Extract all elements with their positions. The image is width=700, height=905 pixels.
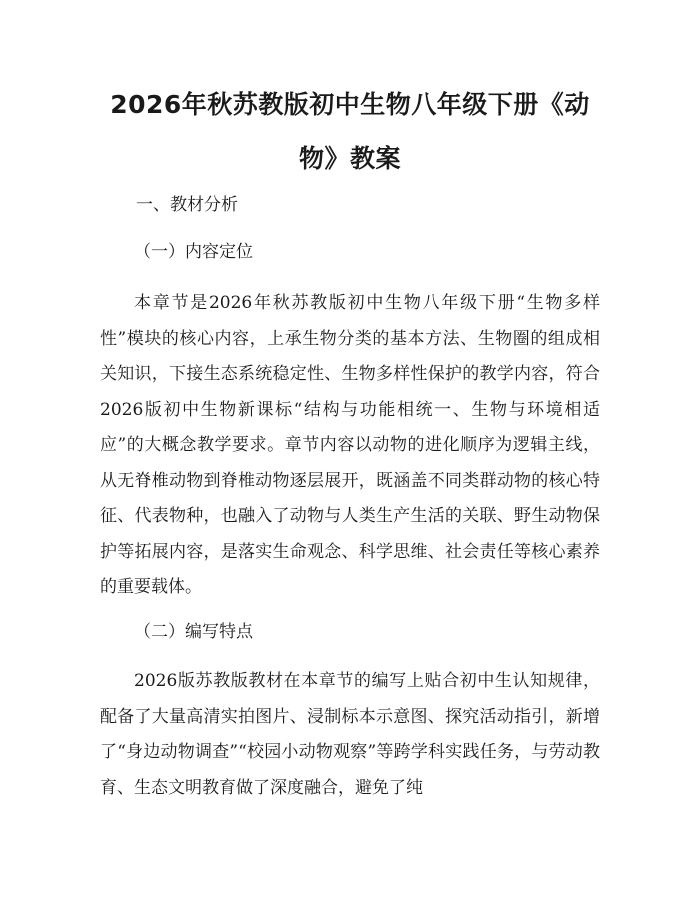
paragraph-content-positioning: 本章节是2026年秋苏教版初中生物八年级下册“生物多样性”模块的核心内容，上承生物分类的基本方法、生物圈的组成相关知识，下接生态系统稳定性、生物多样性保护的教学内容，符合2026版初中生物新课标“结构与功能相统一、生物与环境相适应”的大概念教学要求。章节内容以动物的进化顺序为逻辑主线，从无脊椎动物到脊椎动物逐层展开，既涵盖不同类群动物的核心特征、代表物种，也融入了动物与人类生产生活的关联、野生动物保护等拓展内容，是落实生命观念、科学思维、社会责任等核心素养的重要载体。 (100, 293, 600, 597)
subsection-heading-content-positioning: （一）内容定位 (134, 242, 253, 262)
subsection-heading-writing-features: （二）编写特点 (134, 622, 253, 642)
document-title: 2026年秋苏教版初中生物八年级下册《动物》教案 (110, 90, 590, 173)
paragraph-writing-features: 2026版苏教版教材在本章节的编写上贴合初中生认知规律，配备了大量高清实拍图片、浸制标本示意图、探究活动指引，新增了“身边动物调查”“校园小动物观察”等跨学科实践任务，与劳动教育、生态文明教育做了深度融合，避免了纯 (100, 671, 600, 798)
section-heading-textbook-analysis: 一、教材分析 (136, 195, 238, 215)
